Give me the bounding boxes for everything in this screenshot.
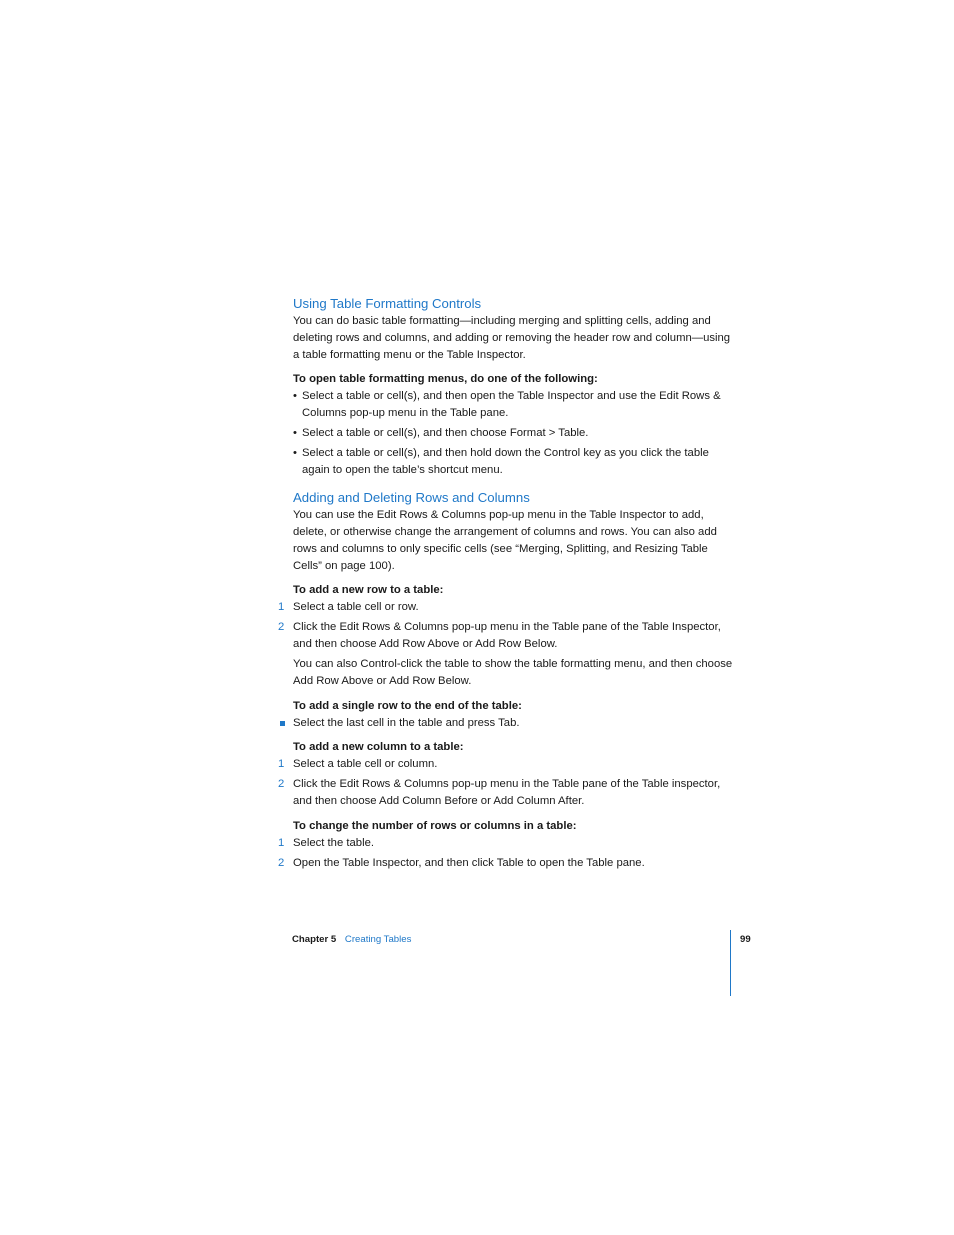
list-item: • Select a table or cell(s), and then hold down the Control key as you click the table again to open the table’s shortcut menu. [293, 447, 709, 476]
step-note: You can also Control-click the table to show the table formatting menu, and then choose Add Row Above or Add Row Below. [293, 658, 733, 687]
step-item: 1 Select the table. [293, 835, 733, 852]
step-item: 1 Select a table cell or row. [293, 599, 733, 616]
task-lead-change-number: To change the number of rows or columns in a table: [293, 820, 577, 832]
task-lead-add-column: To add a new column to a table: [293, 741, 464, 753]
step-item: Select the last cell in the table and press Tab. [293, 715, 733, 732]
bullet-dot: • [293, 447, 297, 459]
task-lead-add-row: To add a new row to a table: [293, 584, 444, 596]
step-number: 2 [278, 778, 285, 790]
section-heading-rows-columns: Adding and Deleting Rows and Columns [293, 490, 530, 505]
step-item: 1 Select a table cell or column. [293, 756, 733, 773]
step-number: 1 [278, 758, 285, 770]
square-bullet-icon [280, 721, 285, 726]
step-item: 2 Click the Edit Rows & Columns pop-up menu in the Table pane of the Table Inspector, and then choose Add Row Above or Add Row Below. [278, 621, 721, 650]
section-heading-formatting: Using Table Formatting Controls [293, 296, 482, 311]
task-lead-add-row-end: To add a single row to the end of the table: [293, 700, 522, 712]
list-item: • Select a table or cell(s), and then choose Format > Table. [293, 425, 733, 442]
step-item: 2 Open the Table Inspector, and then click Table to open the Table pane. [293, 855, 733, 872]
task-lead-open-menus: To open table formatting menus, do one of the following: [293, 373, 598, 385]
bullet-dot: • [293, 390, 297, 402]
footer-divider [730, 930, 731, 996]
section-intro-rows-columns: You can use the Edit Rows & Columns pop-up menu in the Table Inspector to add, delete, or otherwise change the arrangement of columns and rows. You can also add rows and columns to only specific cells (see “Merging, Splitting, and Resizing Table Cells” on page 100). [293, 509, 717, 572]
step-item: 2 Click the Edit Rows & Columns pop-up menu in the Table pane of the Table inspector, and then choose Add Column Before or Add Column After. [278, 778, 721, 807]
page-content [278, 295, 733, 872]
page-number: 99 [740, 934, 751, 945]
step-number: 1 [278, 837, 285, 849]
footer-chapter: Chapter 5 [292, 934, 337, 945]
bullet-dot: • [293, 427, 297, 439]
step-number: 2 [278, 857, 285, 869]
footer-chapter-title: Creating Tables [344, 934, 412, 945]
page-footer [292, 933, 411, 947]
step-number: 1 [278, 601, 285, 613]
step-number: 2 [278, 621, 285, 633]
list-item: • Select a table or cell(s), and then open the Table Inspector and use the Edit Rows & Columns pop-up menu in the Table pane. [293, 390, 721, 419]
section-intro-formatting: You can do basic table formatting—including merging and splitting cells, adding and deleting rows and columns, and adding or removing the header row and column—using a table formatting menu or the Table Inspector. [293, 315, 731, 361]
